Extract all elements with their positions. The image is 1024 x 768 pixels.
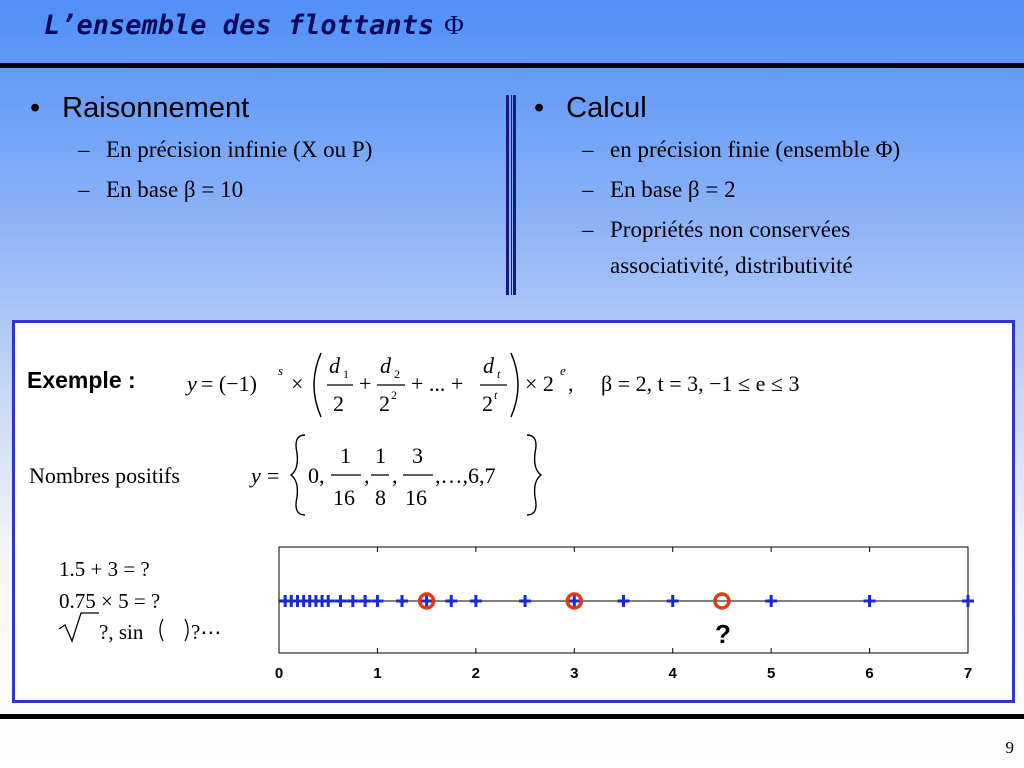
- float-point: [335, 595, 347, 607]
- svg-text:× 2: × 2: [525, 371, 554, 396]
- left-sub-1: – En précision infinie (X ou P): [78, 137, 373, 162]
- x-tick-label: 1: [373, 665, 382, 682]
- svg-text:2: 2: [333, 391, 344, 416]
- x-tick-label: 2: [471, 665, 481, 682]
- svg-text:+: +: [359, 371, 372, 396]
- right-column: [534, 92, 900, 281]
- number-line: [275, 547, 974, 682]
- positive-label: Nombres positifs: [29, 463, 180, 488]
- x-tick-label: 7: [963, 665, 973, 682]
- x-tick-label: 6: [865, 665, 874, 682]
- svg-text:= (−1): = (−1): [201, 371, 257, 396]
- svg-text:2: 2: [482, 391, 493, 416]
- bullet-calcul: • Calcul: [534, 92, 647, 124]
- positive-set: [29, 435, 541, 515]
- float-point: [962, 595, 974, 607]
- svg-text:1: 1: [375, 443, 386, 468]
- right-sub-3: – Propriétés non conservées: [582, 217, 851, 242]
- right-sub-1: – en précision finie (ensemble Φ): [582, 137, 901, 162]
- float-point: [864, 595, 876, 607]
- svg-text:,: ,: [392, 463, 398, 488]
- svg-text:y: y: [251, 463, 261, 488]
- svg-text:y: y: [187, 371, 197, 396]
- float-point: [396, 595, 408, 607]
- svg-text:2: 2: [394, 367, 400, 381]
- formula-params: β = 2, t = 3, −1 ≤ e ≤ 3: [601, 371, 800, 396]
- svg-text:8: 8: [375, 485, 386, 510]
- svg-text:e: e: [560, 363, 566, 378]
- svg-text:d: d: [329, 353, 340, 378]
- question-1: 1.5 + 3 = ?: [59, 557, 150, 581]
- page-number: 9: [1005, 738, 1014, 757]
- float-point: [470, 595, 482, 607]
- float-point: [765, 595, 777, 607]
- x-tick-label: 5: [766, 665, 776, 682]
- x-tick-label: 0: [274, 665, 284, 682]
- svg-text:2: 2: [391, 388, 397, 402]
- left-sub-2: – En base β = 10: [78, 177, 244, 202]
- title-bar: [0, 0, 1024, 64]
- svg-text:t: t: [494, 388, 498, 402]
- questions: [59, 557, 221, 644]
- float-point: [618, 595, 630, 607]
- float-formula: [185, 353, 799, 417]
- column-separator: [506, 95, 516, 295]
- example-box: [12, 320, 1015, 703]
- svg-text:1: 1: [343, 367, 349, 381]
- title-rule: [0, 63, 1024, 68]
- svg-text:2: 2: [379, 391, 390, 416]
- svg-text:?⋯: ?⋯: [191, 620, 222, 644]
- float-point: [322, 595, 334, 607]
- svg-text:=: =: [267, 463, 280, 488]
- x-tick-label: 4: [668, 665, 677, 682]
- svg-text:+ ... +: + ... +: [411, 371, 464, 396]
- svg-text:,…,6,7: ,…,6,7: [435, 463, 496, 488]
- svg-text:3: 3: [412, 443, 423, 468]
- svg-text:1: 1: [340, 443, 351, 468]
- svg-text:16: 16: [333, 485, 355, 510]
- svg-text:d: d: [380, 353, 391, 378]
- float-point: [667, 595, 679, 607]
- svg-text:d: d: [483, 353, 494, 378]
- svg-text:s: s: [278, 363, 284, 378]
- float-point: [445, 595, 457, 607]
- svg-text:t: t: [497, 367, 501, 381]
- right-sub-2: – En base β = 2: [582, 177, 736, 202]
- svg-text:?, sin: ?, sin: [99, 620, 144, 644]
- example-svg: [15, 323, 1012, 700]
- question-2: 0.75 × 5 = ?: [59, 589, 161, 613]
- unknown-mark: ?: [715, 619, 731, 649]
- float-point: [347, 595, 359, 607]
- example-label: Exemple :: [27, 367, 136, 393]
- float-point: [371, 595, 383, 607]
- slide-title: L’ensemble des flottants Φ: [44, 10, 464, 41]
- right-continuation: associativité, distributivité: [610, 253, 853, 278]
- float-point: [359, 595, 371, 607]
- left-column: [30, 92, 372, 205]
- svg-text:16: 16: [405, 485, 427, 510]
- bullet-raisonnement: • Raisonnement: [30, 92, 250, 124]
- svg-text:,: ,: [364, 463, 370, 488]
- bottom-rule: [0, 714, 1024, 719]
- svg-text:×: ×: [291, 371, 304, 396]
- float-point: [519, 595, 531, 607]
- svg-text:0,: 0,: [308, 463, 325, 488]
- x-tick-label: 3: [570, 665, 579, 682]
- svg-text:,: ,: [568, 371, 574, 396]
